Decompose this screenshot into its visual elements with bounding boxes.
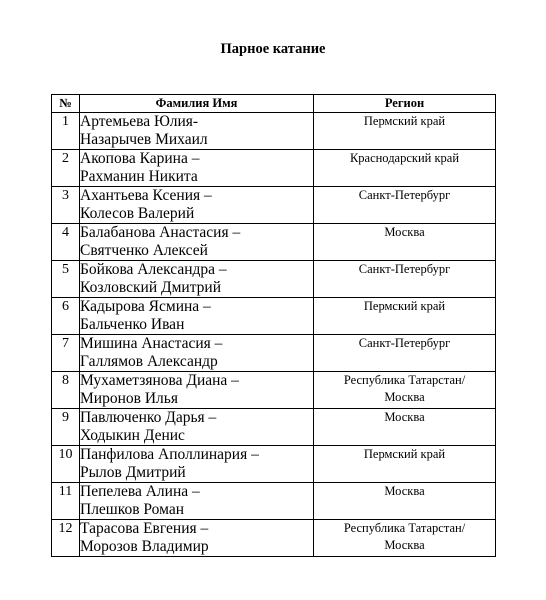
partner-1: Бойкова Александра – bbox=[80, 261, 227, 278]
row-number: 12 bbox=[52, 520, 80, 557]
partner-1: Мишина Анастасия – bbox=[80, 335, 223, 352]
partner-2: Морозов Владимир bbox=[80, 538, 209, 555]
partner-1: Кадырова Ясмина – bbox=[80, 298, 211, 315]
partner-1: Панфилова Аполлинария – bbox=[80, 446, 259, 463]
partner-2: Святченко Алексей bbox=[80, 242, 208, 259]
partner-2: Бальченко Иван bbox=[80, 316, 185, 333]
row-number: 9 bbox=[52, 409, 80, 446]
partner-1: Мухаметзянова Диана – bbox=[80, 372, 239, 389]
region bbox=[314, 113, 496, 150]
row-number: 6 bbox=[52, 298, 80, 335]
region bbox=[314, 224, 496, 261]
table-row bbox=[52, 261, 496, 298]
pair-names bbox=[80, 409, 314, 446]
row-number: 7 bbox=[52, 335, 80, 372]
pair-names bbox=[80, 224, 314, 261]
row-number: 5 bbox=[52, 261, 80, 298]
partner-2: Плешков Роман bbox=[80, 501, 184, 518]
partner-2: Ходыкин Денис bbox=[80, 427, 185, 444]
partner-2: Галлямов Александр bbox=[80, 353, 218, 370]
row-number: 8 bbox=[52, 372, 80, 409]
region-line-1: Санкт-Петербург bbox=[358, 262, 451, 276]
partner-2: Колесов Валерий bbox=[80, 205, 195, 222]
pair-names bbox=[80, 483, 314, 520]
row-number: 11 bbox=[52, 483, 80, 520]
table-row bbox=[52, 298, 496, 335]
region-line-1: Республика Татарстан/ bbox=[343, 373, 466, 387]
region-line-1: Пермский край bbox=[363, 114, 446, 128]
region bbox=[314, 409, 496, 446]
region bbox=[314, 261, 496, 298]
region bbox=[314, 520, 496, 557]
table-header-row bbox=[52, 95, 496, 113]
pair-names bbox=[80, 372, 314, 409]
pair-names bbox=[80, 187, 314, 224]
region bbox=[314, 187, 496, 224]
row-number: 3 bbox=[52, 187, 80, 224]
region bbox=[314, 372, 496, 409]
row-number: 4 bbox=[52, 224, 80, 261]
table-row bbox=[52, 483, 496, 520]
pairs-table bbox=[51, 94, 496, 557]
partner-2: Рылов Дмитрий bbox=[80, 464, 186, 481]
table-row bbox=[52, 409, 496, 446]
partner-1: Тарасова Евгения – bbox=[80, 520, 209, 537]
region bbox=[314, 335, 496, 372]
table-row bbox=[52, 372, 496, 409]
region-line-1: Пермский край bbox=[363, 299, 446, 313]
region bbox=[314, 483, 496, 520]
table-row bbox=[52, 446, 496, 483]
page-title: Парное катание bbox=[220, 41, 326, 57]
pair-names bbox=[80, 520, 314, 557]
partner-1: Артемьева Юлия- bbox=[80, 113, 199, 130]
partner-1: Ахантьева Ксения – bbox=[80, 187, 212, 204]
partner-1: Акопова Карина – bbox=[80, 150, 200, 167]
region-line-2: Москва bbox=[384, 390, 425, 404]
partner-1: Павлюченко Дарья – bbox=[80, 409, 217, 426]
region bbox=[314, 150, 496, 187]
region bbox=[314, 446, 496, 483]
table-row bbox=[52, 224, 496, 261]
pair-names bbox=[80, 335, 314, 372]
region-line-1: Санкт-Петербург bbox=[358, 188, 451, 202]
partner-1: Пепелева Алина – bbox=[80, 483, 200, 500]
region-line-1: Санкт-Петербург bbox=[358, 336, 451, 350]
region-line-2: Москва bbox=[384, 538, 425, 552]
partner-2: Миронов Илья bbox=[80, 390, 178, 407]
header-number: № bbox=[52, 95, 80, 113]
region-line-1: Москва bbox=[384, 225, 425, 239]
partner-2: Рахманин Никита bbox=[80, 168, 198, 185]
partner-2: Козловский Дмитрий bbox=[80, 279, 222, 296]
pair-names bbox=[80, 298, 314, 335]
region bbox=[314, 298, 496, 335]
region-line-1: Москва bbox=[384, 410, 425, 424]
partner-2: Назарычев Михаил bbox=[80, 131, 208, 148]
pair-names bbox=[80, 113, 314, 150]
table-row bbox=[52, 150, 496, 187]
header-name: Фамилия Имя bbox=[80, 95, 314, 113]
partner-1: Балабанова Анастасия – bbox=[80, 224, 241, 241]
pair-names bbox=[80, 150, 314, 187]
row-number: 1 bbox=[52, 113, 80, 150]
region-line-1: Пермский край bbox=[363, 447, 446, 461]
table-row bbox=[52, 187, 496, 224]
row-number: 10 bbox=[52, 446, 80, 483]
pair-names bbox=[80, 261, 314, 298]
table-row bbox=[52, 335, 496, 372]
header-region: Регион bbox=[314, 95, 496, 113]
table-row bbox=[52, 520, 496, 557]
region-line-1: Москва bbox=[384, 484, 425, 498]
row-number: 2 bbox=[52, 150, 80, 187]
table-row bbox=[52, 113, 496, 150]
pair-names bbox=[80, 446, 314, 483]
region-line-1: Краснодарский край bbox=[349, 151, 460, 165]
region-line-1: Республика Татарстан/ bbox=[343, 521, 466, 535]
